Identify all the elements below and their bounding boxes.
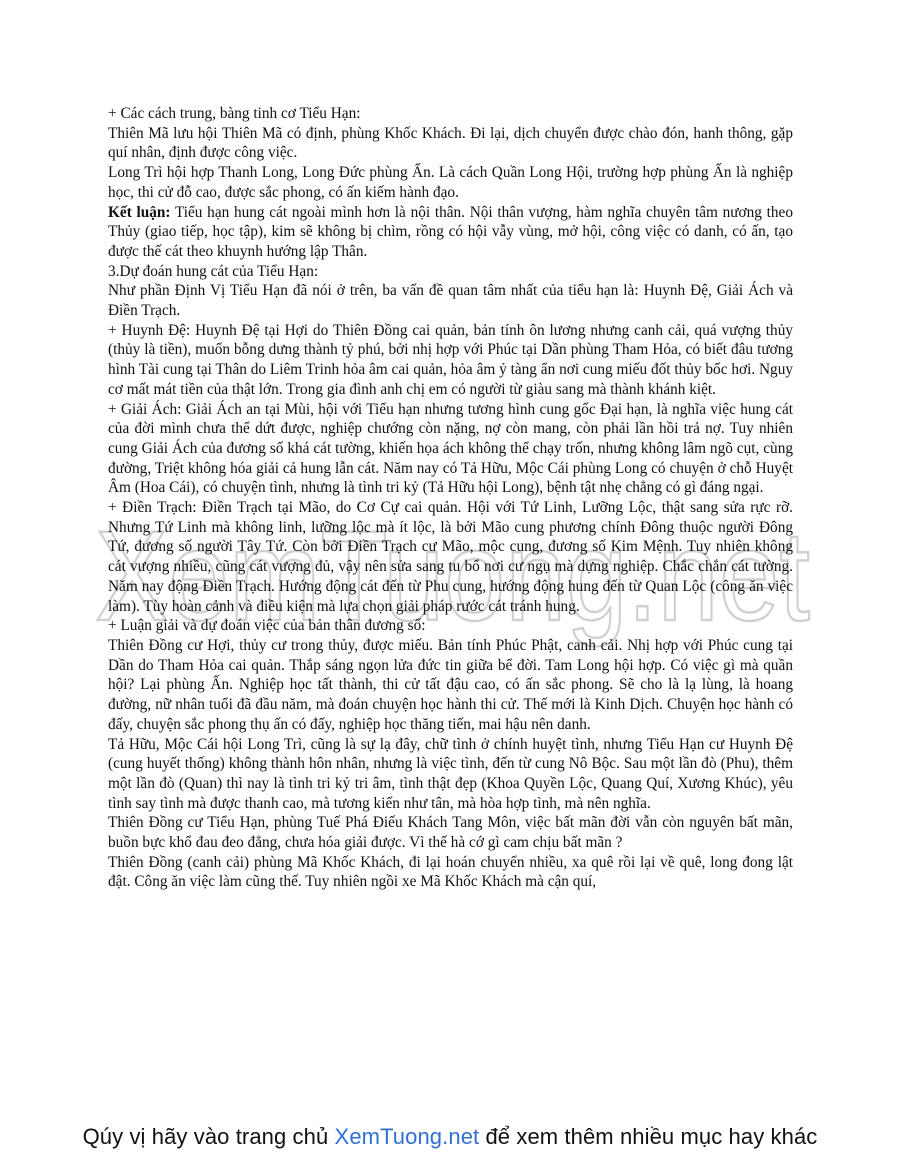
paragraph-giai-ach: + Giải Ách: Giải Ách an tại Mùi, hội với Tiểu hạn nhưng tương hình cung gốc Đại hạn, là nghĩa việc hung cát của đời mình chưa thể dứt được, nghiệp chướng còn nặng, nợ còn mang, còn phải lần hồi trả nợ. Tuy nhiên cung Giải Ách của đương số khá cát tường, khiến họa ách không thể chạy trốn, nhưng không lâm ngõ cụt, cùng đường, Triệt không hóa giải cả hung lẫn cát. Năm nay có Tả Hữu, Mộc Cái phùng Long có chuyện ở chỗ Huyệt Âm (Hoa Cái), có chuyện tình, nhưng là tình tri kỷ (Tả Hữu hội Long), bệnh tật nhẹ chẳng có gì đáng ngại. (108, 400, 793, 497)
paragraph: Thiên Mã lưu hội Thiên Mã có định, phùng Khốc Khách. Đi lại, dịch chuyển được chào đón, hanh thông, gặp quí nhân, định được công việc. (108, 124, 793, 162)
conclusion-label: Kết luận: (108, 203, 171, 221)
paragraph: + Các cách trung, bàng tinh cơ Tiểu Hạn: (108, 105, 361, 122)
section-heading: 3.Dự đoán hung cát của Tiểu Hạn: (108, 262, 319, 280)
paragraph: Tả Hữu, Mộc Cái hội Long Trì, cũng là sự lạ đây, chữ tình ở chính huyệt tình, nhưng Tiểu Hạn cư Huynh Đệ (cung huyết thống) không thành hôn nhân, nhưng là việc tình, đến từ cung Nô Bộc. Sau một lần đò (Phu), thêm một lần đò (Quan) thì nay là tình tri kỷ tri âm, tình thật đẹp (Khoa Quyền Lộc, Quang Quí, Xương Khúc), yêu tình say tình mà được thanh cao, mà tương kiến như tân, mà hòa hợp tình, mà nên nghĩa. (108, 735, 793, 812)
paragraph: + Luận giải và dự đoán việc của bản thân đương số: (108, 617, 426, 635)
conclusion-paragraph (108, 203, 793, 262)
footer-text-after: để xem thêm nhiều mục hay khác (479, 1124, 818, 1149)
home-link[interactable]: XemTuong.net (334, 1124, 480, 1149)
footer-banner (0, 1124, 900, 1150)
paragraph-huynh-de: + Huynh Đệ: Huynh Đệ tại Hợi do Thiên Đồng cai quản, bản tính ôn lương nhưng canh cải, quá vượng thủy (thủy là tiền), muốn bỗng dưng thành tỷ phú, bởi nhị hợp với Phúc tại Dần phùng Tham Hỏa, có biết đâu tương hình Tài cung tại Thân do Liêm Trinh hỏa âm cai quản, hỏa âm ỷ tàng ẩn nơi cung miếu đốt thủy bốc hơi. Nguy cơ mất mát tiền của thật lớn. Trong gia đình anh chị em có người từ giàu sang mà thành khánh kiệt. (108, 321, 793, 398)
paragraph: Thiên Đồng cư Tiểu Hạn, phùng Tuế Phá Điếu Khách Tang Môn, việc bất mãn đời vẫn còn nguyên bất mãn, buồn bực khổ đau đeo đẳng, chưa hóa giải được. Vì thế hà cớ gì cam chịu bất mãn ? (108, 814, 793, 852)
paragraph: Thiên Đồng (canh cải) phùng Mã Khốc Khách, đi lại hoán chuyển nhiều, xa quê rồi lại về quê, long đong lật đật. Công ăn việc làm cũng thế. Tuy nhiên ngồi xe Mã Khốc Khách mà cận quí, (108, 853, 793, 891)
conclusion-text: Tiểu hạn hung cát ngoài mình hơn là nội thân. Nội thân vượng, hàm nghĩa chuyên tâm nương theo Thủy (giao tiếp, học tập), kim sẽ không bị chìm, rồng có hội vẫy vùng, mở hội, công việc có danh, có ấn, tạo được thế cát theo khuynh hướng lập Thân. (108, 203, 793, 260)
paragraph: Long Trì hội hợp Thanh Long, Long Đức phùng Ấn. Là cách Quần Long Hội, trường hợp phùng Ấn là nghiệp học, thi cử đỗ cao, được sắc phong, có ấn kiếm hành đạo. (108, 164, 793, 201)
document-body (108, 104, 793, 892)
footer-text-before: Qúy vị hãy vào trang chủ (82, 1124, 335, 1149)
paragraph-dien-trach: + Điền Trạch: Điền Trạch tại Mão, do Cơ Cự cai quản. Hội với Tứ Linh, Lưỡng Lộc, thật sang sửa rực rỡ. Nhưng Tứ Linh mà không linh, lưỡng lộc mà ít lộc, là bởi Mão cung phương chính Đông thuộc người Đông Tứ, đương số người Tây Tứ. Còn bởi Điền Trạch cư Mão, mộc cung, đương số Kim Mệnh. Tuy nhiên không cát vượng nhiều, cũng cát vượng đủ, vậy nên sửa sang tu bổ nơi cư ngụ mà dựng nghiệp. Chắc chắn cát tường. Năm nay động Điền Trạch. Hướng động cát đến từ Phu cung, hướng động hung đến từ Quan Lộc (công ăn việc làm). Tùy hoàn cảnh và điều kiện mà lựa chọn giải pháp rước cát tránh hung. (108, 499, 793, 615)
paragraph: Như phần Định Vị Tiểu Hạn đã nói ở trên, ba vấn đề quan tâm nhất của tiểu hạn là: Huynh Đệ, Giải Ách và Điền Trạch. (108, 282, 793, 320)
watermark-text: XemTuong.net (95, 505, 810, 648)
paragraph: Thiên Đồng cư Hợi, thủy cư trong thủy, được miếu. Bản tính Phúc Phật, canh cải. Nhị hợp với Phúc cung tại Dần do Tham Hỏa cai quản. Thắp sáng ngọn lửa đức tin giữa bể đời. Tam Long hội hợp. Có việc gì mà quần hội? Lại phùng Ấn. Nghiệp học tất thành, thi cử tất đậu cao, có ấn sắc phong. Sẽ cho là lạ lùng, là hoang đường, nữ nhân tuổi đã đầu năm, mà đoán chuyện học hành thi cử. Thế mới là Kinh Dịch. Chuyện học hành có đấy, chuyện sắc phong thụ ấn có đấy, nghiệp học thăng tiến, mai hậu nên danh. (108, 636, 793, 733)
